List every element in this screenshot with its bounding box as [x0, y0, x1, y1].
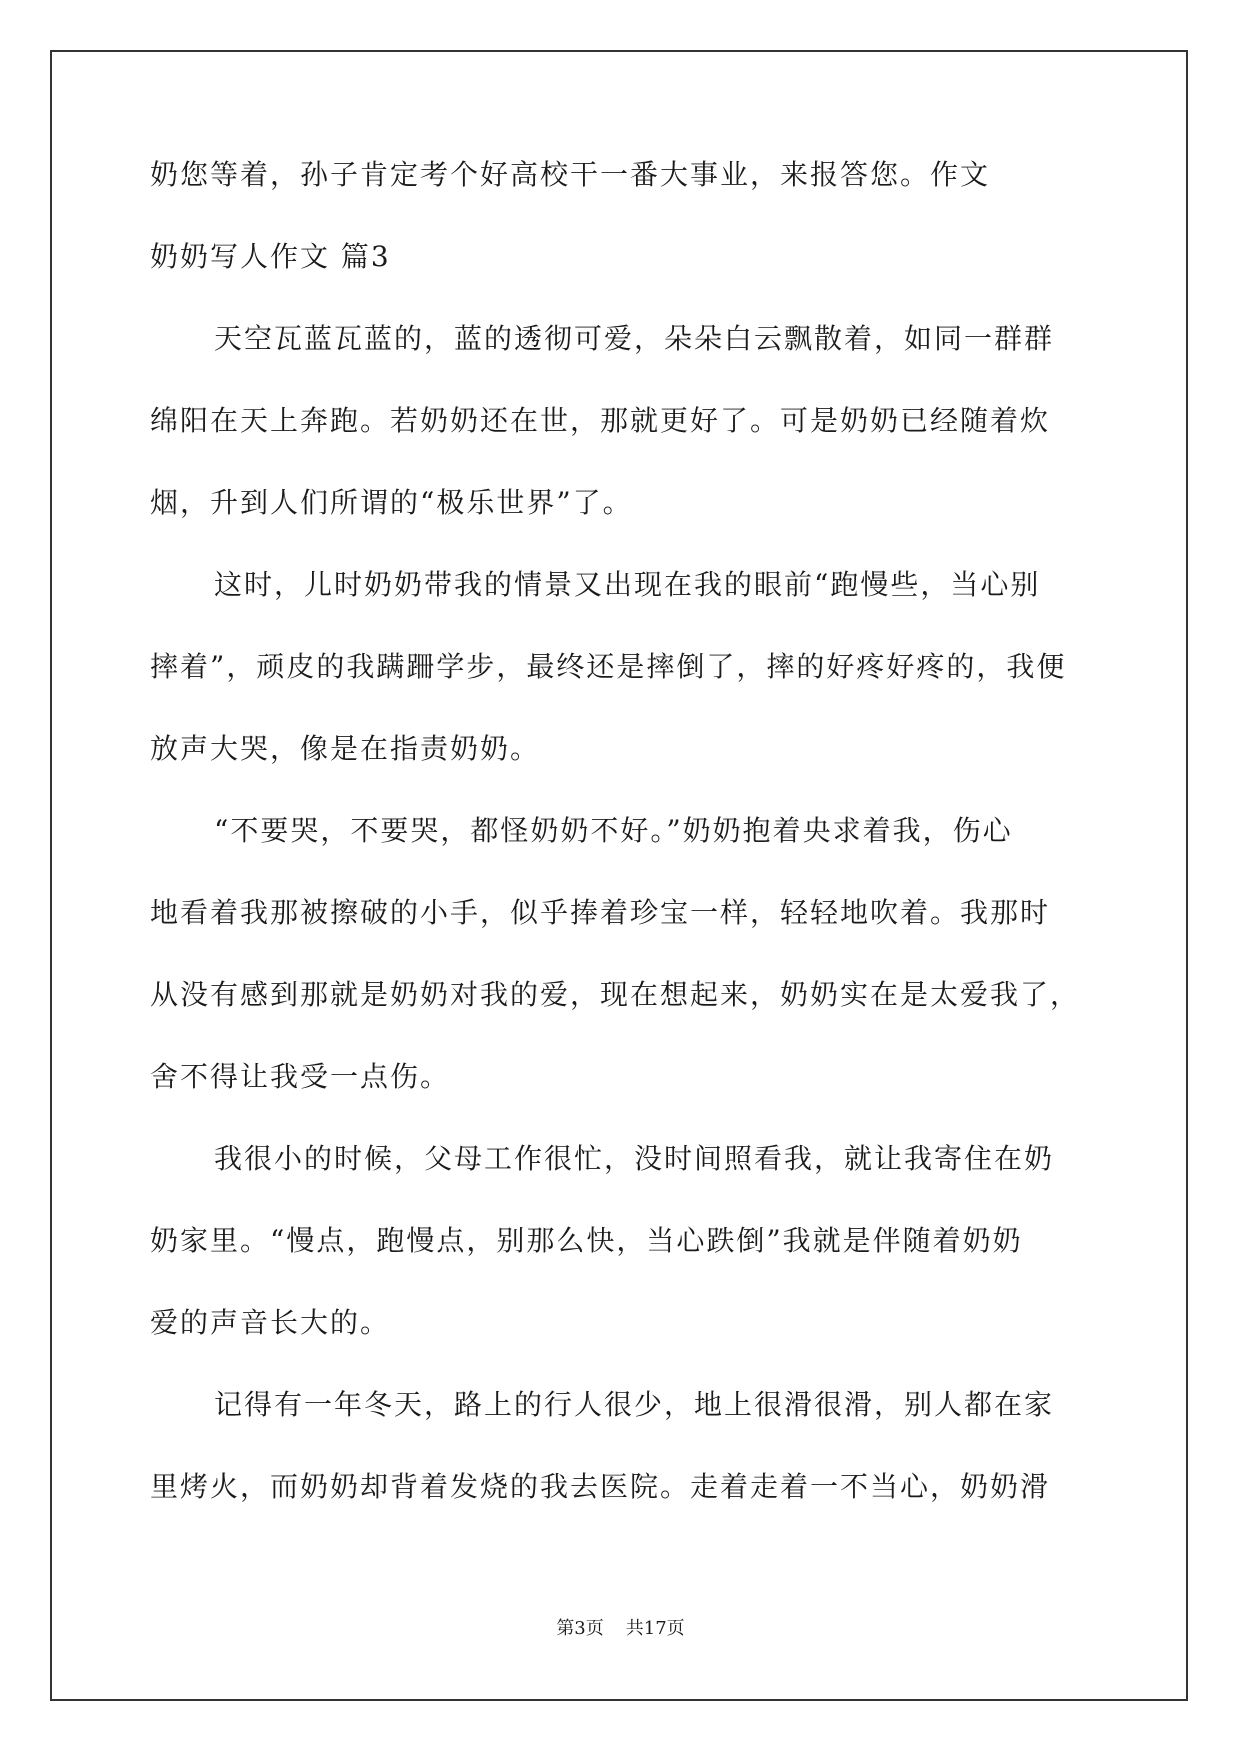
- text-line-11: 从没有感到那就是奶奶对我的爱，现在想起来，奶奶实在是太爱我了，: [150, 978, 1081, 1011]
- text-line-4: 绵阳在天上奔跑。若奶奶还在世，那就更好了。可是奶奶已经随着炊: [150, 404, 1051, 437]
- text-line-8: 放声大哭，像是在指责奶奶。: [150, 732, 541, 765]
- text-line-15: 爱的声音长大的。: [150, 1306, 391, 1339]
- text-line-1: 奶您等着，孙子肯定考个好高校干一番大事业，来报答您。作文: [150, 158, 991, 191]
- text-line-17: 里烤火，而奶奶却背着发烧的我去医院。走着走着一不当心，奶奶滑: [150, 1470, 1051, 1503]
- text-line-13: 我很小的时候，父母工作很忙，没时间照看我，就让我寄住在奶: [214, 1142, 1055, 1175]
- page-number: 第3页: [556, 1618, 604, 1639]
- text-line-6: 这时，儿时奶奶带我的情景又出现在我的眼前“跑慢些，当心别: [214, 568, 1041, 601]
- document-body: [150, 160, 1095, 1528]
- page-footer: [0, 1617, 1241, 1641]
- text-line-16: 记得有一年冬天，路上的行人很少，地上很滑很滑，别人都在家: [214, 1388, 1055, 1421]
- text-line-12: 舍不得让我受一点伤。: [150, 1060, 451, 1093]
- page-total: 共17页: [625, 1618, 685, 1639]
- text-line-5: 烟，升到人们所谓的“极乐世界”了。: [150, 486, 633, 519]
- text-line-3: 天空瓦蓝瓦蓝的，蓝的透彻可爱，朵朵白云飘散着，如同一群群: [214, 322, 1055, 355]
- section-heading: 奶奶写人作文 篇3: [150, 240, 391, 273]
- text-line-9: “不要哭，不要哭，都怪奶奶不好。”奶奶抱着央求着我，伤心: [214, 814, 1013, 847]
- text-line-10: 地看着我那被擦破的小手，似乎捧着珍宝一样，轻轻地吹着。我那时: [150, 896, 1051, 929]
- text-line-7: 摔着”，顽皮的我蹒跚学步，最终还是摔倒了，摔的好疼好疼的，我便: [150, 650, 1067, 683]
- text-line-14: 奶家里。“慢点，跑慢点，别那么快，当心跌倒”我就是伴随着奶奶: [150, 1224, 1023, 1257]
